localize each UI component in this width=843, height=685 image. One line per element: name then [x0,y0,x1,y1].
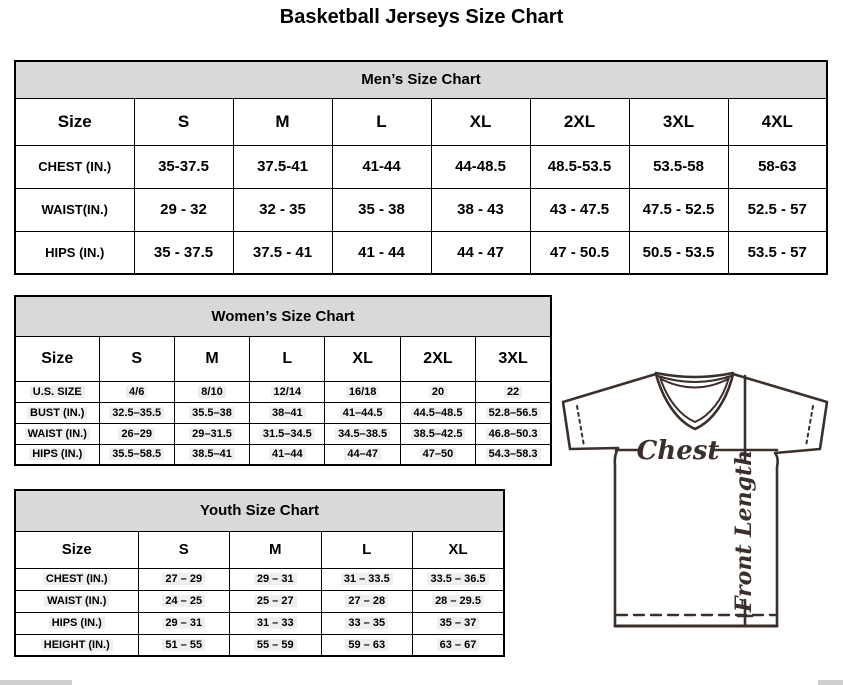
size-cell-text: 59 – 63 [345,639,388,651]
size-cell-text: 33.5 – 36.5 [427,573,488,585]
size-cell [99,381,174,402]
size-cell [325,423,400,444]
size-cell [400,423,475,444]
size-cell: 35 - 38 [332,188,431,231]
column-header: Size [15,336,99,381]
size-cell [325,381,400,402]
size-cell [174,444,249,465]
size-cell [99,423,174,444]
size-cell [230,634,322,656]
row-label [15,634,138,656]
size-cell [138,634,230,656]
mens-title-row [15,61,827,98]
row-label [15,568,138,590]
row-label: CHEST (IN.) [15,145,134,188]
column-header: XL [413,531,505,568]
column-header: 4XL [728,98,827,145]
size-cell: 41-44 [332,145,431,188]
size-cell [138,590,230,612]
column-header: L [321,531,413,568]
size-cell-text: 38.5–41 [189,448,235,460]
size-cell-text: 31 – 33.5 [341,573,393,585]
size-cell-text: 38–41 [269,407,306,419]
size-cell: 58-63 [728,145,827,188]
column-header: XL [431,98,530,145]
column-header: Size [15,98,134,145]
size-cell-text: 63 – 67 [437,639,480,651]
size-cell [174,423,249,444]
size-cell [250,423,325,444]
youth-table-title: Youth Size Chart [15,490,504,531]
row-label: HIPS (IN.) [15,231,134,274]
size-cell: 47 - 50.5 [530,231,629,274]
size-cell [325,402,400,423]
size-cell-text: 16/18 [346,386,380,398]
size-cell [400,444,475,465]
size-cell: 41 - 44 [332,231,431,274]
size-cell [413,634,505,656]
size-cell [230,612,322,634]
size-cell: 52.5 - 57 [728,188,827,231]
size-cell: 44 - 47 [431,231,530,274]
youth-size-table [14,489,505,657]
chest-label: Chest [636,436,720,466]
table-row [15,188,827,231]
mens-header-row [15,98,827,145]
table-row [15,423,551,444]
size-cell-text: 52.8–56.5 [486,407,541,419]
size-cell-text: 54.3–58.3 [486,448,541,460]
size-cell-text: 28 – 29.5 [432,595,484,607]
size-cell-text: 29–31.5 [189,428,235,440]
table-row [15,145,827,188]
column-header: M [174,336,249,381]
table-row [15,612,504,634]
size-cell-text: 34.5–38.5 [335,428,390,440]
size-cell [174,381,249,402]
jersey-left-side [563,374,656,626]
table-row [15,381,551,402]
column-header: L [250,336,325,381]
size-cell-text: 27 – 28 [345,595,388,607]
size-cell-text: 35.5–58.5 [109,448,164,460]
column-header: S [134,98,233,145]
horizontal-scrollbar-fragment-right[interactable] [818,680,843,685]
size-cell: 53.5-58 [629,145,728,188]
table-row [15,444,551,465]
size-cell-text: 41–44 [269,448,306,460]
size-cell-text: 20 [429,386,447,398]
size-cell: 50.5 - 53.5 [629,231,728,274]
size-cell-text: 26–29 [118,428,155,440]
mens-size-table [14,60,828,275]
size-cell [400,402,475,423]
table-row [15,568,504,590]
collar-top-line [656,373,733,377]
size-cell-text: 35.5–38 [189,407,235,419]
womens-table-title: Women’s Size Chart [15,296,551,336]
size-cell-text: 47–50 [420,448,457,460]
size-cell-text: 32.5–35.5 [109,407,164,419]
column-header: XL [325,336,400,381]
size-cell [230,590,322,612]
jersey-outline [563,373,827,626]
table-row [15,231,827,274]
size-cell [400,381,475,402]
row-label: WAIST(IN.) [15,188,134,231]
size-cell [250,444,325,465]
row-label-text: WAIST (IN.) [44,595,109,607]
table-row [15,590,504,612]
size-cell: 35 - 37.5 [134,231,233,274]
size-cell-text: 35 – 37 [437,617,480,629]
size-cell: 29 - 32 [134,188,233,231]
size-cell [321,590,413,612]
page-title: Basketball Jerseys Size Chart [279,6,564,28]
size-cell [250,402,325,423]
size-cell [321,634,413,656]
row-label [15,612,138,634]
size-cell: 44-48.5 [431,145,530,188]
size-cell: 38 - 43 [431,188,530,231]
row-label [15,402,99,423]
size-cell [476,402,551,423]
womens-size-table [14,295,552,466]
size-cell [321,568,413,590]
column-header: 3XL [476,336,551,381]
youth-header-row [15,531,504,568]
row-label-text: HEIGHT (IN.) [41,639,113,651]
size-cell [413,568,505,590]
size-cell-text: 8/10 [198,386,225,398]
size-cell [99,402,174,423]
youth-title-row [15,490,504,531]
column-header: M [230,531,322,568]
row-label-text: HIPS (IN.) [29,448,85,460]
size-cell [476,444,551,465]
horizontal-scrollbar-fragment-left[interactable] [0,680,72,685]
womens-title-row [15,296,551,336]
size-cell: 43 - 47.5 [530,188,629,231]
size-cell-text: 22 [504,386,522,398]
column-header: M [233,98,332,145]
column-header: S [138,531,230,568]
size-cell [138,568,230,590]
size-cell-text: 29 – 31 [162,617,205,629]
row-label [15,423,99,444]
size-cell-text: 25 – 27 [254,595,297,607]
row-label-text: U.S. SIZE [30,386,85,398]
column-header: L [332,98,431,145]
size-cell-text: 4/6 [126,386,147,398]
right-cuff-dashed-line [806,406,813,446]
size-cell [413,590,505,612]
size-cell-text: 44.5–48.5 [411,407,466,419]
size-cell-text: 31.5–34.5 [260,428,315,440]
size-cell-text: 44–47 [344,448,381,460]
column-header: 3XL [629,98,728,145]
size-cell [413,612,505,634]
size-cell-text: 27 – 29 [162,573,205,585]
jersey-measurement-diagram [555,362,843,662]
column-header: S [99,336,174,381]
size-cell: 35-37.5 [134,145,233,188]
womens-header-row [15,336,551,381]
row-label-text: WAIST (IN.) [25,428,90,440]
size-cell: 53.5 - 57 [728,231,827,274]
front-length-label: Front Length [731,449,757,613]
size-cell [321,612,413,634]
size-cell-text: 51 – 55 [162,639,205,651]
table-row [15,634,504,656]
table-row [15,402,551,423]
row-label [15,381,99,402]
row-label-text: HIPS (IN.) [49,617,105,629]
size-cell [138,612,230,634]
size-cell-text: 33 – 35 [345,617,388,629]
size-cell-text: 24 – 25 [162,595,205,607]
column-header: Size [15,531,138,568]
size-cell-text: 12/14 [271,386,305,398]
size-cell: 47.5 - 52.5 [629,188,728,231]
size-cell [476,381,551,402]
row-label-text: BUST (IN.) [27,407,87,419]
size-cell: 37.5-41 [233,145,332,188]
mens-table-title: Men’s Size Chart [15,61,827,98]
size-cell [99,444,174,465]
size-cell-text: 38.5–42.5 [411,428,466,440]
size-cell-text: 55 – 59 [254,639,297,651]
column-header: 2XL [400,336,475,381]
left-cuff-dashed-line [577,406,584,446]
size-cell [476,423,551,444]
size-cell [230,568,322,590]
row-label [15,444,99,465]
size-cell-text: 29 – 31 [254,573,297,585]
column-header: 2XL [530,98,629,145]
size-cell-text: 31 – 33 [254,617,297,629]
size-cell: 32 - 35 [233,188,332,231]
size-cell [325,444,400,465]
size-cell: 37.5 - 41 [233,231,332,274]
row-label-text: CHEST (IN.) [43,573,111,585]
size-cell [174,402,249,423]
row-label [15,590,138,612]
size-cell-text: 41–44.5 [340,407,386,419]
size-cell: 48.5-53.5 [530,145,629,188]
size-cell [250,381,325,402]
size-cell-text: 46.8–50.3 [486,428,541,440]
